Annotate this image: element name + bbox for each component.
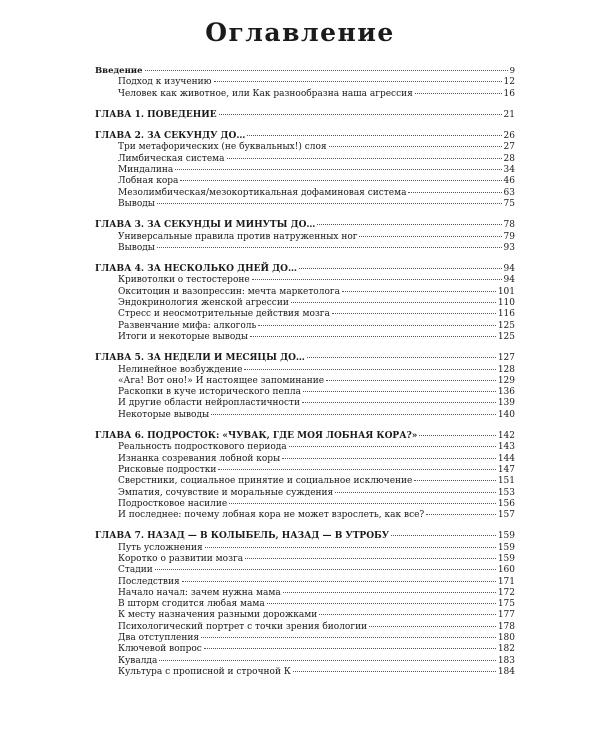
subsection-entry [95, 77, 515, 88]
entry-title: Миндалина [118, 165, 174, 176]
dot-leader [335, 492, 496, 493]
entry-page-number: 142 [497, 431, 515, 442]
dot-leader [332, 313, 496, 314]
entry-title: ГЛАВА 2. ЗА СЕКУНДУ ДО… [95, 131, 246, 142]
dot-leader [302, 402, 496, 403]
entry-title: Выводы [118, 242, 155, 253]
dot-leader [283, 592, 496, 593]
dot-leader [201, 637, 496, 638]
subsection-entry [95, 188, 515, 199]
entry-page-number: 178 [497, 621, 515, 632]
dot-leader [289, 446, 496, 447]
subsection-entry [95, 89, 515, 100]
entry-page-number: 127 [497, 353, 515, 364]
entry-page-number: 156 [497, 498, 515, 509]
dot-leader [159, 660, 495, 661]
entry-title: ГЛАВА 6. ПОДРОСТОК: «ЧУВАК, ГДЕ МОЯ ЛОБНАЯ КОРА?» [95, 431, 418, 442]
dot-leader [218, 469, 495, 470]
subsection-entry [95, 454, 515, 465]
entry-page-number: 144 [497, 453, 515, 464]
dot-leader [180, 180, 501, 181]
entry-title: ГЛАВА 3. ЗА СЕКУНДЫ И МИНУТЫ ДО… [95, 220, 316, 231]
dot-leader [211, 414, 496, 415]
dot-leader [293, 671, 496, 672]
dot-leader [329, 146, 502, 147]
entry-title: Стресс и неосмотрительные действия мозга [118, 309, 330, 320]
dot-leader [214, 81, 502, 82]
entry-title: К месту назначения разными дорожками [118, 610, 318, 621]
entry-page-number: 78 [503, 220, 515, 231]
dot-leader [299, 268, 502, 269]
dot-leader [317, 224, 501, 225]
subsection-entry [95, 365, 515, 376]
subsection-entry [95, 476, 515, 487]
entry-title: Культура с прописной и строчной К [118, 666, 291, 677]
entry-title: Ключевой вопрос [118, 644, 202, 655]
entry-page-number: 94 [503, 264, 515, 275]
entry-page-number: 79 [503, 231, 515, 242]
dot-leader [267, 603, 496, 604]
subsection-entry [95, 565, 515, 576]
dot-leader [205, 547, 496, 548]
subsection-entry [95, 154, 515, 165]
entry-title: Некоторые выводы [118, 409, 210, 420]
entry-page-number: 26 [503, 131, 515, 142]
dot-leader [175, 169, 501, 170]
entry-page-number: 171 [497, 576, 515, 587]
entry-page-number: 183 [497, 655, 515, 666]
entry-title: Реальность подросткового периода [118, 442, 287, 453]
entry-title: Эндокринология женской агрессии [118, 298, 289, 309]
entry-page-number: 159 [497, 531, 515, 542]
chapter-entry [95, 220, 515, 231]
entry-title: Нелинейное возбуждение [118, 364, 243, 375]
entry-page-number: 125 [497, 331, 515, 342]
subsection-entry [95, 633, 515, 644]
dot-leader [326, 380, 496, 381]
subsection-entry [95, 376, 515, 387]
dot-leader [157, 203, 502, 204]
dot-leader [244, 369, 495, 370]
entry-page-number: 160 [497, 565, 515, 576]
entry-page-number: 172 [497, 587, 515, 598]
section-gap [95, 521, 515, 531]
entry-title: И последнее: почему лобная кора не может взрослеть, как все? [118, 510, 425, 521]
subsection-entry [95, 398, 515, 409]
dot-leader [282, 458, 496, 459]
table-of-contents [95, 66, 515, 678]
subsection-entry [95, 232, 515, 243]
dot-leader [414, 480, 495, 481]
entry-title: Итоги и некоторые выводы [118, 331, 248, 342]
entry-page-number: 75 [503, 198, 515, 209]
entry-page-number: 110 [497, 298, 515, 309]
entry-title: Подростковое насилие [118, 498, 228, 509]
entry-page-number: 182 [497, 644, 515, 655]
entry-title: Кувалда [118, 655, 158, 666]
entry-title: Выводы [118, 198, 155, 209]
section-gap [95, 121, 515, 131]
subsection-entry [95, 667, 515, 678]
subsection-entry [95, 599, 515, 610]
entry-title: Универсальные правила против натруженных ног [118, 231, 358, 242]
dot-leader [419, 435, 495, 436]
entry-title: Начало начал: зачем нужна мама [118, 587, 281, 598]
entry-page-number: 21 [503, 109, 515, 120]
intro-entry [95, 66, 515, 77]
subsection-entry [95, 499, 515, 510]
entry-page-number: 140 [497, 409, 515, 420]
entry-page-number: 159 [497, 553, 515, 564]
entry-title: Человек как животное, или Как разнообразна наша агрессия [118, 88, 413, 99]
subsection-entry [95, 577, 515, 588]
entry-title: Два отступления [118, 633, 200, 644]
entry-page-number: 147 [497, 464, 515, 475]
entry-title: Коротко о развитии мозга [118, 553, 244, 564]
entry-page-number: 143 [497, 442, 515, 453]
dot-leader [415, 93, 502, 94]
subsection-entry [95, 610, 515, 621]
subsection-entry [95, 176, 515, 187]
entry-page-number: 175 [497, 599, 515, 610]
subsection-entry [95, 142, 515, 153]
subsection-entry [95, 309, 515, 320]
dot-leader [408, 192, 501, 193]
dot-leader [319, 614, 496, 615]
subsection-entry [95, 622, 515, 633]
dot-leader [219, 114, 502, 115]
subsection-entry [95, 656, 515, 667]
chapter-entry [95, 264, 515, 275]
subsection-entry [95, 554, 515, 565]
subsection-entry [95, 275, 515, 286]
subsection-entry [95, 410, 515, 421]
entry-page-number: 34 [503, 165, 515, 176]
entry-title: Лимбическая система [118, 153, 225, 164]
entry-title: Развенчание мифа: алкоголь [118, 320, 257, 331]
dot-leader [145, 70, 508, 71]
entry-title: Лобная кора [118, 176, 179, 187]
entry-page-number: 116 [497, 309, 515, 320]
chapter-entry [95, 353, 515, 364]
entry-page-number: 46 [503, 176, 515, 187]
entry-title: Последствия [118, 576, 180, 587]
entry-page-number: 101 [497, 286, 515, 297]
section-gap [95, 254, 515, 264]
section-gap [95, 421, 515, 431]
dot-leader [227, 158, 502, 159]
entry-title: Раскопки в куче исторического пепла [118, 387, 301, 398]
subsection-entry [95, 332, 515, 343]
dot-leader [307, 357, 496, 358]
dot-leader [204, 648, 496, 649]
entry-title: Кривотолки о тестостероне [118, 275, 250, 286]
entry-title: Сверстники, социальное принятие и социальное исключение [118, 476, 413, 487]
dot-leader [303, 391, 496, 392]
entry-page-number: 184 [497, 666, 515, 677]
entry-title: ГЛАВА 5. ЗА НЕДЕЛИ И МЕСЯЦЫ ДО… [95, 353, 305, 364]
entry-title: ГЛАВА 1. ПОВЕДЕНИЕ [95, 109, 217, 120]
dot-leader [391, 535, 496, 536]
dot-leader [247, 135, 501, 136]
dot-leader [229, 503, 496, 504]
entry-page-number: 125 [497, 320, 515, 331]
entry-page-number: 136 [497, 387, 515, 398]
dot-leader [155, 569, 496, 570]
entry-page-number: 177 [497, 610, 515, 621]
dot-leader [252, 279, 502, 280]
subsection-entry [95, 387, 515, 398]
chapter-entry [95, 110, 515, 121]
entry-title: Рисковые подростки [118, 464, 217, 475]
section-gap [95, 100, 515, 110]
subsection-entry [95, 543, 515, 554]
entry-title: ГЛАВА 4. ЗА НЕСКОЛЬКО ДНЕЙ ДО… [95, 264, 297, 275]
entry-title: Введение [95, 66, 143, 76]
entry-page-number: 27 [503, 142, 515, 153]
dot-leader [369, 626, 496, 627]
chapter-entry [95, 431, 515, 442]
dot-leader [359, 236, 501, 237]
entry-title: Подход к изучению [118, 77, 212, 88]
entry-page-number: 157 [497, 510, 515, 521]
subsection-entry [95, 644, 515, 655]
dot-leader [157, 247, 502, 248]
subsection-entry [95, 321, 515, 332]
entry-page-number: 63 [503, 187, 515, 198]
entry-page-number: 139 [497, 398, 515, 409]
dot-leader [426, 514, 496, 515]
entry-page-number: 28 [503, 153, 515, 164]
entry-title: Изнанка созревания лобной коры [118, 453, 281, 464]
dot-leader [182, 581, 496, 582]
entry-page-number: 180 [497, 633, 515, 644]
subsection-entry [95, 510, 515, 521]
subsection-entry [95, 488, 515, 499]
entry-page-number: 151 [497, 476, 515, 487]
section-gap [95, 343, 515, 353]
dot-leader [258, 325, 495, 326]
chapter-entry [95, 531, 515, 542]
entry-title: Три метафорических (не буквальных!) слоя [118, 142, 327, 153]
dot-leader [291, 302, 496, 303]
entry-title: Психологический портрет с точки зрения биологии [118, 621, 368, 632]
subsection-entry [95, 165, 515, 176]
subsection-entry [95, 442, 515, 453]
entry-title: Стадии [118, 565, 153, 576]
subsection-entry [95, 199, 515, 210]
entry-page-number: 129 [497, 375, 515, 386]
entry-title: В шторм сгодится любая мама [118, 599, 265, 610]
entry-title: Окситоцин и вазопрессин: мечта маркетолога [118, 286, 340, 297]
entry-page-number: 9 [509, 66, 515, 76]
entry-page-number: 128 [497, 364, 515, 375]
entry-page-number: 93 [503, 242, 515, 253]
subsection-entry [95, 287, 515, 298]
subsection-entry [95, 298, 515, 309]
entry-page-number: 159 [497, 542, 515, 553]
entry-title: Путь усложнения [118, 542, 203, 553]
dot-leader [342, 291, 496, 292]
subsection-entry [95, 465, 515, 476]
entry-page-number: 16 [503, 88, 515, 99]
page-title: Оглавление [205, 18, 395, 47]
entry-title: Эмпатия, сочувствие и моральные суждения [118, 487, 334, 498]
chapter-entry [95, 131, 515, 142]
entry-title: «Ага! Вот оно!» И настоящее запоминание [118, 375, 325, 386]
entry-title: Мезолимбическая/мезокортикальная дофаминовая система [118, 187, 407, 198]
entry-page-number: 153 [497, 487, 515, 498]
entry-page-number: 94 [503, 275, 515, 286]
subsection-entry [95, 243, 515, 254]
subsection-entry [95, 588, 515, 599]
entry-page-number: 12 [503, 77, 515, 88]
entry-title: И другие области нейропластичности [118, 398, 300, 409]
dot-leader [250, 336, 496, 337]
entry-title: ГЛАВА 7. НАЗАД — В КОЛЫБЕЛЬ, НАЗАД — В УТРОБУ [95, 531, 390, 542]
section-gap [95, 210, 515, 220]
dot-leader [245, 558, 496, 559]
